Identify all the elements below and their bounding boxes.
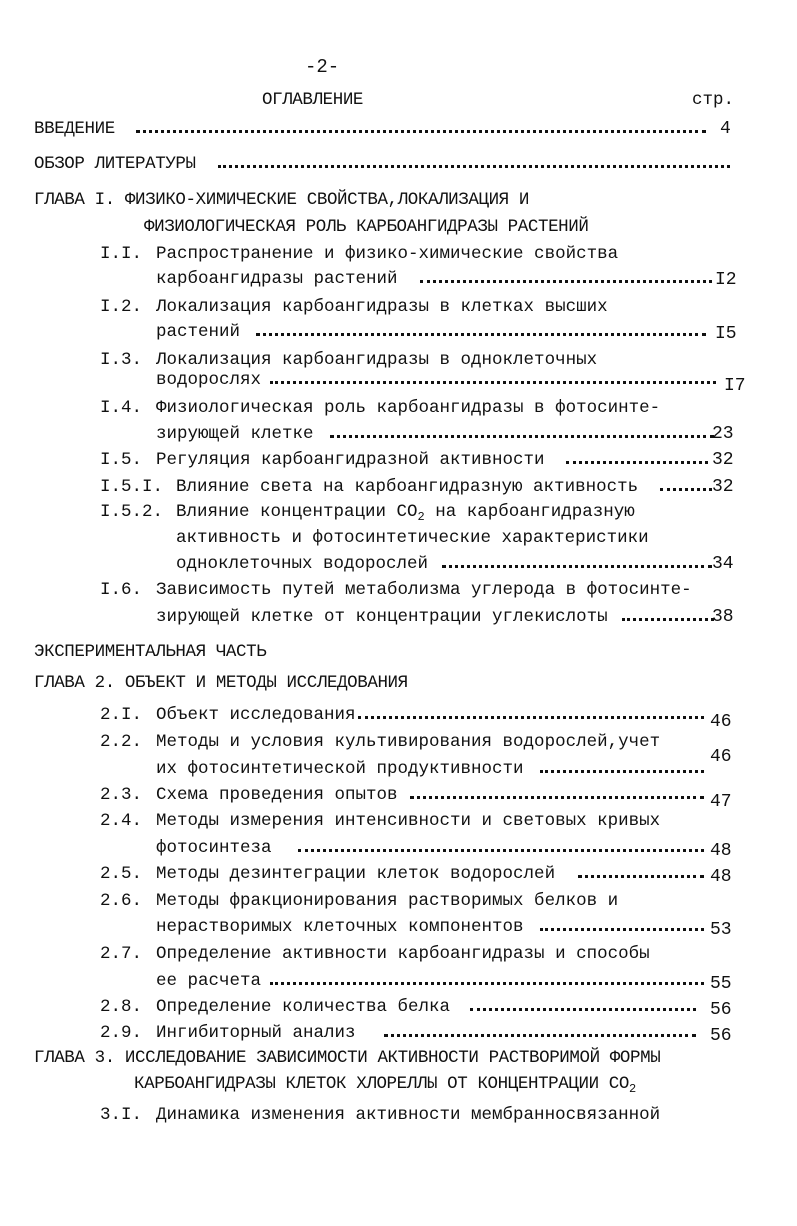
leader-dots bbox=[420, 261, 712, 283]
toc-page-num: 47 bbox=[710, 792, 732, 812]
toc-page-num: 48 bbox=[710, 867, 732, 887]
toc-page-num: 23 bbox=[712, 424, 734, 444]
toc-entry-text: КАРБОАНГИДРАЗЫ КЛЕТОК ХЛОРЕЛЛЫ ОТ КОНЦЕНТРАЦИИ СО bbox=[134, 1074, 629, 1094]
toc-num: 2.8. bbox=[100, 997, 143, 1017]
toc-page-num: 32 bbox=[712, 477, 734, 497]
leader-dots bbox=[410, 777, 704, 799]
toc-page-num: I2 bbox=[715, 270, 737, 290]
leader-dots bbox=[578, 856, 704, 878]
leader-dots bbox=[540, 909, 704, 931]
toc-entry-text: их фотосинтетической продуктивности bbox=[156, 759, 524, 779]
toc-entry-text: Ингибиторный анализ bbox=[156, 1023, 356, 1043]
toc-entry-text: водорослях bbox=[156, 370, 262, 390]
toc-page-num: 56 bbox=[710, 1000, 732, 1020]
leader-dots bbox=[358, 697, 704, 719]
toc-chapter1-line1: ГЛАВА I. ФИЗИКО-ХИМИЧЕСКИЕ СВОЙСТВА,ЛОКАЛИЗАЦИЯ И bbox=[34, 190, 529, 210]
toc-page-num: 46 bbox=[710, 712, 732, 732]
toc-num: I.2. bbox=[100, 297, 143, 317]
toc-chapter3-line1: ГЛАВА 3. ИССЛЕДОВАНИЕ ЗАВИСИМОСТИ АКТИВНОСТИ РАСТВОРИМОЙ ФОРМЫ bbox=[34, 1048, 661, 1068]
leader-dots bbox=[218, 146, 730, 168]
toc-page-num: 53 bbox=[710, 920, 732, 940]
toc-entry-text: Методы дезинтеграции клеток водорослей bbox=[156, 864, 556, 884]
toc-entry-text: Влияние света на карбоангидразную активность bbox=[176, 477, 639, 497]
toc-entry-text: Динамика изменения активности мембранносвязанной bbox=[156, 1105, 661, 1125]
toc-entry-text: Определение количества белка bbox=[156, 997, 451, 1017]
toc-num: 2.I. bbox=[100, 705, 143, 725]
page-column-label: стр. bbox=[692, 90, 735, 110]
toc-entry-text: Зависимость путей метаболизма углерода в фотосинте- bbox=[156, 580, 692, 600]
toc-num: I.5.2. bbox=[100, 502, 164, 522]
toc-entry-text: Методы измерения интенсивности и световых кривых bbox=[156, 811, 661, 831]
leader-dots bbox=[566, 442, 708, 464]
toc-entry-text: зирующей клетке bbox=[156, 424, 314, 444]
toc-entry-text: Методы и условия культивирования водорослей,учет bbox=[156, 732, 661, 752]
toc-num: I.5. bbox=[100, 450, 143, 470]
toc-entry-text: Регуляция карбоангидразной активности bbox=[156, 450, 545, 470]
leader-dots bbox=[622, 599, 714, 621]
toc-entry-text: одноклеточных водорослей bbox=[176, 554, 429, 574]
toc-chapter1-line2: ФИЗИОЛОГИЧЕСКАЯ РОЛЬ КАРБОАНГИДРАЗЫ РАСТЕНИЙ bbox=[144, 217, 589, 237]
toc-intro-page: 4 bbox=[720, 119, 731, 139]
toc-num: 2.5. bbox=[100, 864, 143, 884]
toc-num: I.3. bbox=[100, 350, 143, 370]
leader-dots bbox=[256, 314, 706, 336]
toc-num: 2.2. bbox=[100, 732, 143, 752]
toc-num: 2.6. bbox=[100, 891, 143, 911]
leader-dots bbox=[384, 1015, 696, 1037]
toc-page-num: 48 bbox=[710, 841, 732, 861]
page-title: ОГЛАВЛЕНИЕ bbox=[262, 90, 364, 110]
toc-intro-title: ВВЕДЕНИЕ bbox=[34, 119, 115, 139]
toc-entry-text: Локализация карбоангидразы в клетках высших bbox=[156, 297, 608, 317]
toc-page-num: I5 bbox=[715, 324, 737, 344]
toc-entry-text: карбоангидразы растений bbox=[156, 269, 398, 289]
toc-entry-text: Схема проведения опытов bbox=[156, 785, 398, 805]
toc-entry-text: Физиологическая роль карбоангидразы в фотосинте- bbox=[156, 398, 661, 418]
toc-page-num: I7 bbox=[724, 376, 746, 396]
toc-entry-text: Распространение и физико-химические свойства bbox=[156, 244, 619, 264]
toc-entry-text: ее расчета bbox=[156, 971, 262, 991]
toc-entry-text: Влияние концентрации СО bbox=[176, 502, 418, 522]
leader-dots bbox=[270, 963, 704, 985]
toc-num: 2.7. bbox=[100, 944, 143, 964]
toc-entry-text: Методы фракционирования растворимых белков и bbox=[156, 891, 619, 911]
toc-num: 2.3. bbox=[100, 785, 143, 805]
toc-num: 2.9. bbox=[100, 1023, 143, 1043]
toc-num: I.5.I. bbox=[100, 477, 164, 497]
toc-page-num: 46 bbox=[710, 747, 732, 767]
toc-num: 2.4. bbox=[100, 811, 143, 831]
subscript: 2 bbox=[628, 1082, 636, 1096]
toc-page-num: 38 bbox=[712, 607, 734, 627]
leader-dots bbox=[270, 362, 716, 384]
subscript: 2 bbox=[417, 510, 425, 524]
toc-entry-text: фотосинтеза bbox=[156, 838, 272, 858]
toc-entry-text: растений bbox=[156, 322, 241, 342]
toc-review-title: ОБЗОР ЛИТЕРАТУРЫ bbox=[34, 154, 196, 174]
toc-entry-text: Объект исследования bbox=[156, 705, 356, 725]
toc-num: I.I. bbox=[100, 244, 143, 264]
toc-page-num: 56 bbox=[710, 1026, 732, 1046]
toc-entry-text: зирующей клетке от концентрации углекислоты bbox=[156, 607, 608, 627]
toc-page-num: 55 bbox=[710, 974, 732, 994]
leader-dots bbox=[136, 111, 706, 133]
toc-entry-text: на карбоангидразную bbox=[424, 502, 635, 522]
page-number: -2- bbox=[305, 56, 340, 78]
leader-dots bbox=[298, 830, 704, 852]
toc-entry-text: Определение активности карбоангидразы и способы bbox=[156, 944, 650, 964]
leader-dots bbox=[470, 989, 696, 1011]
toc-experimental-title: ЭКСПЕРИМЕНТАЛЬНАЯ ЧАСТЬ bbox=[34, 642, 267, 662]
leader-dots bbox=[540, 751, 704, 773]
toc-num: 3.I. bbox=[100, 1105, 143, 1125]
toc-chapter2-title: ГЛАВА 2. ОБЪЕКТ И МЕТОДЫ ИССЛЕДОВАНИЯ bbox=[34, 673, 408, 693]
leader-dots bbox=[442, 546, 712, 568]
toc-num: I.4. bbox=[100, 398, 143, 418]
toc-chapter3-line2 bbox=[134, 1073, 636, 1095]
toc-page-num: 34 bbox=[712, 554, 734, 574]
toc-entry-text: активность и фотосинтетические характеристики bbox=[176, 528, 649, 548]
toc-num: I.6. bbox=[100, 580, 143, 600]
leader-dots bbox=[330, 416, 714, 438]
toc-entry-text: нерастворимых клеточных компонентов bbox=[156, 917, 524, 937]
leader-dots bbox=[660, 469, 712, 491]
toc-entry-text: Локализация карбоангидразы в одноклеточных bbox=[156, 350, 598, 370]
toc-entry-text bbox=[176, 501, 635, 523]
toc-page-num: 32 bbox=[712, 450, 734, 470]
